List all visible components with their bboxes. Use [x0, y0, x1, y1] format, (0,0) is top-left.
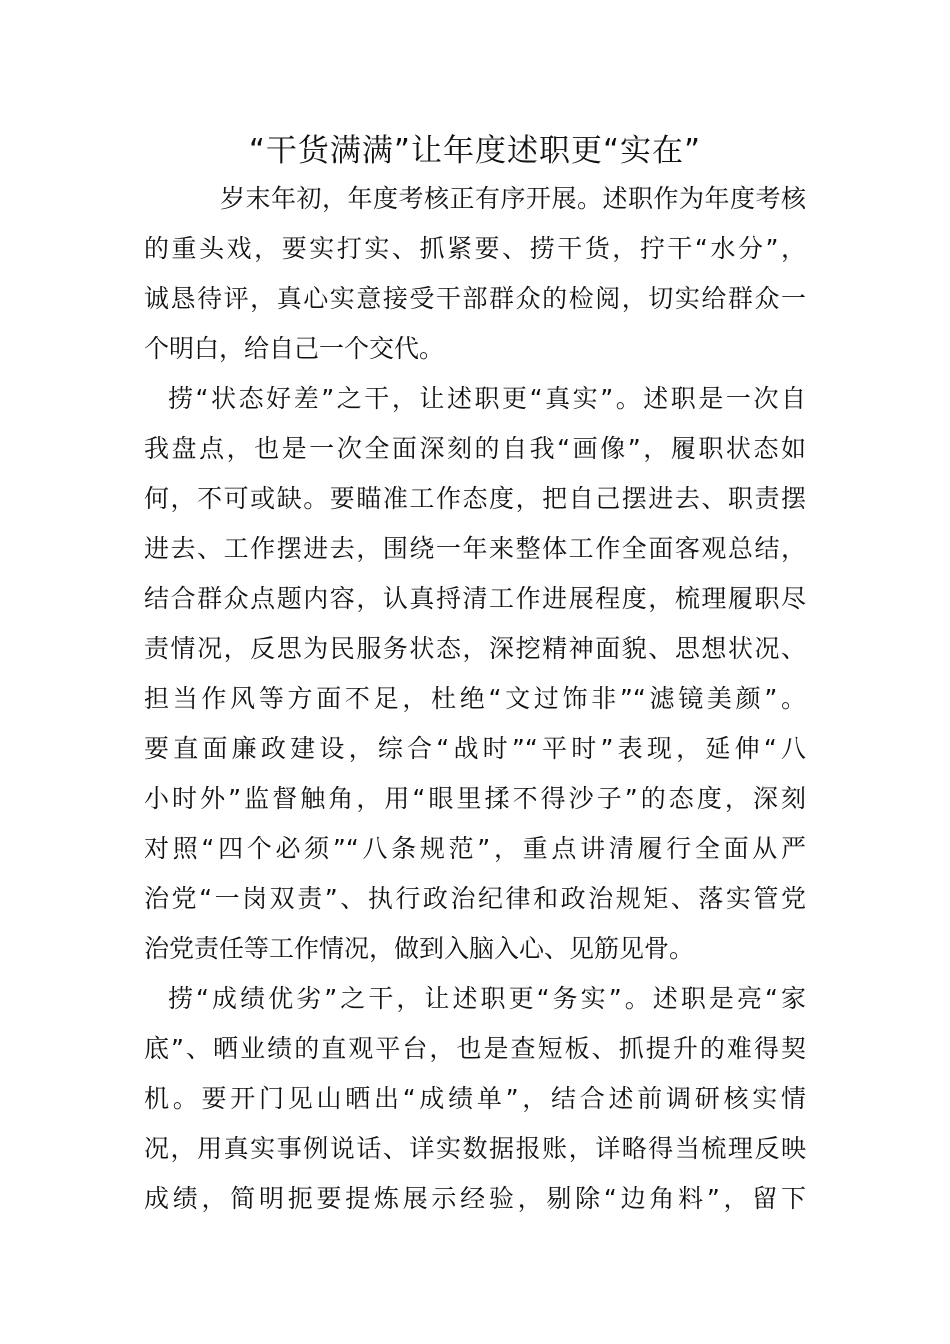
paragraph-line: 的重头戏，要实打实、抓紧要、捞干货，拧干“水分”，	[144, 234, 806, 263]
paragraph-line: 责情况，反思为民服务状态，深挖精神面貌、思想状况、	[144, 634, 806, 663]
paragraph-line: 捞“状态好差”之干，让述职更“真实”。述职是一次自	[168, 384, 806, 413]
paragraph-line: 治党“一岗双责”、执行政治纪律和政治规矩、落实管党	[144, 884, 806, 913]
paragraph-line: 担当作风等方面不足，杜绝“文过饰非”“滤镜美颜”。	[144, 684, 806, 713]
paragraph-line: 进去、工作摆进去，围绕一年来整体工作全面客观总结，	[144, 534, 806, 563]
paragraph-line: 底”、晒业绩的直观平台，也是查短板、抓提升的难得契	[144, 1034, 806, 1063]
paragraph-line: 况，用真实事例说话、详实数据报账，详略得当梳理反映	[144, 1134, 806, 1163]
paragraph-line: 小时外”监督触角，用“眼里揉不得沙子”的态度，深刻	[144, 784, 806, 813]
paragraph-line: 治党责任等工作情况，做到入脑入心、见筋见骨。	[144, 934, 695, 963]
paragraph-line: 要直面廉政建设，综合“战时”“平时”表现，延伸“八	[144, 734, 806, 763]
paragraph-line: 个明白，给自己一个交代。	[144, 334, 445, 363]
paragraph-line: 何，不可或缺。要瞄准工作态度，把自己摆进去、职责摆	[144, 484, 806, 513]
paragraph-line: 对照“四个必须”“八条规范”，重点讲清履行全面从严	[144, 834, 806, 863]
paragraph-line: 成绩，简明扼要提炼展示经验，剔除“边角料”，留下	[144, 1184, 806, 1213]
paragraph-line: 诚恳待评，真心实意接受干部群众的检阅，切实给群众一	[144, 284, 806, 313]
paragraph-line: 岁末年初，年度考核正有序开展。述职作为年度考核	[220, 184, 806, 213]
paragraph-line: 我盘点，也是一次全面深刻的自我“画像”，履职状态如	[144, 434, 806, 463]
document-title: “干货满满”让年度述职更“实在”	[248, 133, 702, 169]
paragraph-line: 捞“成绩优劣”之干，让述职更“务实”。述职是亮“家	[168, 984, 806, 1013]
paragraph-line: 机。要开门见山晒出“成绩单”，结合述前调研核实情	[144, 1084, 806, 1113]
paragraph-line: 结合群众点题内容，认真捋清工作进展程度，梳理履职尽	[144, 584, 806, 613]
